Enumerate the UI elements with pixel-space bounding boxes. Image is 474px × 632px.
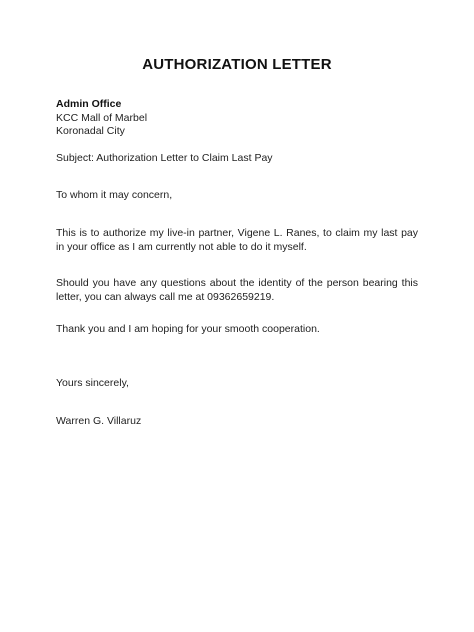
closing-line: Yours sincerely, [56,377,129,389]
letter-title: AUTHORIZATION LETTER [142,56,332,73]
recipient-address-line-2: Koronadal City [56,125,125,137]
authorization-paragraph: This is to authorize my live-in partner, Vigene L. Ranes, to claim my last pay in your office as I am currently not able to do it myself. [56,227,418,253]
salutation: To whom it may concern, [56,189,173,201]
subject-line: Subject: Authorization Letter to Claim Last Pay [56,152,273,164]
signatory-name: Warren G. Villaruz [56,415,142,427]
recipient-address [56,98,418,139]
contact-paragraph: Should you have any questions about the identity of the person bearing this letter, you can always call me at 09362659219. [56,277,418,303]
thanks-line: Thank you and I am hoping for your smooth cooperation. [56,323,320,335]
recipient-address-line-1: KCC Mall of Marbel [56,111,148,124]
recipient-name: Admin Office [56,98,122,110]
